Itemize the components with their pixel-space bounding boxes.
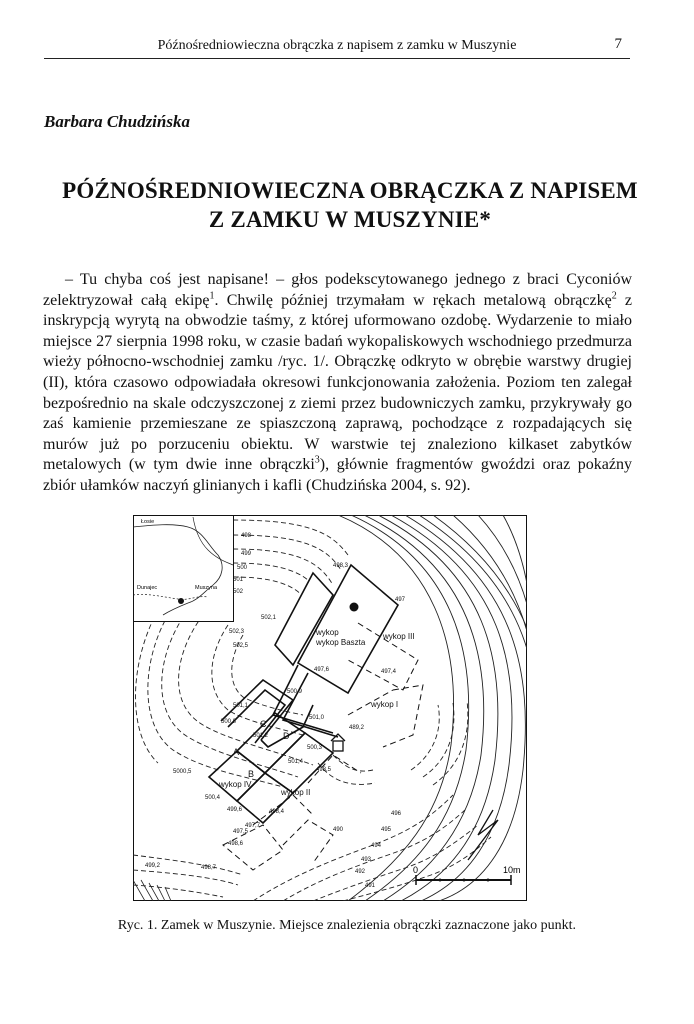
title-line-2: Z ZAMKU W MUSZYNIE*: [208, 207, 492, 232]
svg-text:493: 493: [361, 857, 372, 863]
label-wykop-2: wykop II: [281, 788, 311, 797]
svg-text:501: 501: [233, 577, 244, 583]
svg-text:498,5: 498,5: [316, 767, 332, 773]
svg-text:502,5: 502,5: [233, 643, 249, 649]
svg-text:502,1: 502,1: [261, 615, 277, 621]
label-wykop-4: wykop IV: [219, 780, 252, 789]
svg-text:502: 502: [233, 589, 244, 595]
svg-text:500,4: 500,4: [205, 795, 221, 801]
svg-text:497,6: 497,6: [314, 667, 330, 673]
inset-city-3: Muszyna: [195, 585, 218, 591]
svg-text:489,2: 489,2: [349, 725, 365, 731]
label-baszta-1: wykop: [316, 628, 339, 637]
body-text-2: . Chwilę później trzymałam w rękach metalową obrączkę: [214, 291, 612, 309]
svg-text:500,9: 500,9: [287, 689, 303, 695]
svg-text:500: 500: [237, 565, 248, 571]
svg-text:499,2: 499,2: [145, 863, 161, 869]
site-plan-figure: [133, 515, 527, 901]
svg-text:497,4: 497,4: [381, 669, 397, 675]
svg-text:498: 498: [241, 533, 252, 539]
svg-text:497,7: 497,7: [245, 823, 261, 829]
svg-text:502,3: 502,3: [229, 629, 245, 635]
label-b: B: [248, 769, 255, 779]
svg-text:497: 497: [395, 597, 406, 603]
body-text-4: ), głównie fragmentów gwoździ oraz pokaźny zbiór ułamków naczyń glinianych i kafli (Chudzińska 2004, s. 92).: [43, 456, 632, 494]
find-spot-dot: [350, 603, 359, 612]
svg-text:498,3: 498,3: [333, 563, 349, 569]
svg-text:499: 499: [241, 551, 252, 557]
label-d: D: [283, 731, 290, 741]
svg-text:494: 494: [371, 843, 382, 849]
svg-text:499,6: 499,6: [227, 807, 243, 813]
running-header: [44, 36, 630, 59]
scale-end: 10m: [503, 865, 521, 875]
svg-text:491: 491: [365, 883, 376, 889]
site-plan: [133, 515, 527, 901]
title-line-1: PÓŹNOŚREDNIOWIECZNA OBRĄCZKA Z NAPISEM: [62, 178, 638, 203]
body-paragraph: [43, 270, 632, 497]
svg-text:490: 490: [333, 827, 344, 833]
svg-text:5000,5: 5000,5: [173, 769, 192, 775]
label-wykop-1: wykop I: [371, 700, 399, 709]
body-text-1: – Tu chyba coś jest napisane! – głos podekscytowanego jednego z braci Cyconiów zelektryzował całą ekipę: [43, 271, 632, 309]
running-title: Późnośredniowieczna obrączka z napisem z zamku w Muszynie: [157, 38, 517, 53]
inset-map: [133, 516, 234, 622]
footnote-ref-2[interactable]: 2: [611, 290, 617, 302]
figure-caption: Ryc. 1. Zamek w Muszynie. Miejsce znalezienia obrączki zaznaczone jako punkt.: [117, 918, 577, 933]
body-text-3: z inskrypcją wyrytą na obwodzie taśmy, z której uformowano ozdobę. Wydarzenie to miało miejsce 27 sierpnia 1998 roku, w czasie badań wykopaliskowych wschodniego przedmurza wieży północno-wschodniej zamku /ryc. 1/. Obrączkę odkryto w obrębie warstwy drugiej (II), która czasowo odpowiadała okresowi funkcjonowania założenia. Poziom ten zalegał bezpośrednio na skale odczyszczonej z ziemi przez budowniczych zamku, przykrywały go zaś kamienie przemieszane ze spiaszczoną zaprawą, pochodzące z rozpadających się murów już po porzuceniu obiektu. W warstwie tej znaleziono kilkaset zabytków metalowych (w tym dwie inne obrączki: [43, 291, 633, 474]
svg-text:498,4: 498,4: [269, 809, 285, 815]
inset-city-2: Dunajec: [137, 585, 158, 591]
svg-text:500,8: 500,8: [221, 719, 237, 725]
svg-text:500,3: 500,3: [307, 745, 323, 751]
article-title: [30, 176, 670, 234]
muszyna-location-dot: [178, 598, 184, 604]
svg-text:501,1: 501,1: [233, 703, 249, 709]
footnote-ref-3[interactable]: 3: [314, 455, 320, 467]
svg-text:501,4: 501,4: [288, 759, 304, 765]
svg-text:496: 496: [391, 811, 402, 817]
svg-text:497,5: 497,5: [233, 829, 249, 835]
label-baszta: wykop Baszta: [316, 638, 366, 647]
svg-text:498,6: 498,6: [228, 841, 244, 847]
svg-text:495: 495: [381, 827, 392, 833]
label-c: C: [260, 719, 267, 729]
label-a: A: [233, 747, 240, 757]
svg-text:501,2: 501,2: [253, 733, 269, 739]
footnote-ref-1[interactable]: 1: [209, 290, 215, 302]
label-wykop-3: wykop III: [383, 632, 415, 641]
svg-text:501,0: 501,0: [309, 715, 325, 721]
svg-text:492: 492: [355, 869, 366, 875]
svg-text:498,7: 498,7: [201, 865, 217, 871]
page-number: 7: [614, 36, 622, 52]
scale-start: 0: [413, 865, 419, 875]
author-name: Barbara Chudzińska: [44, 112, 190, 131]
inset-city-1: Łosie: [141, 519, 155, 525]
